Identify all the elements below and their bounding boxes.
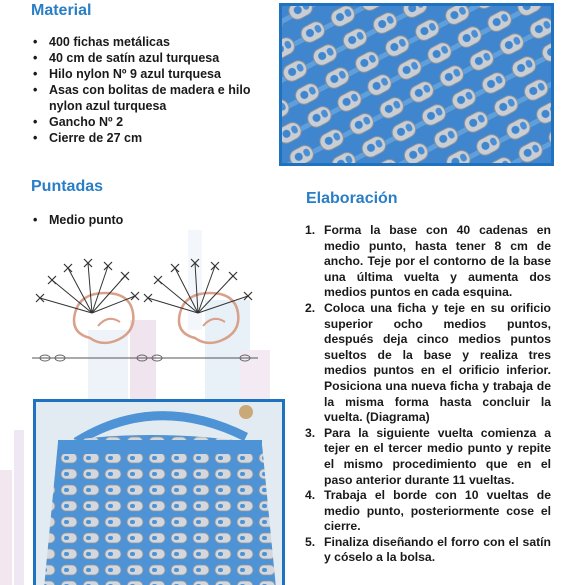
list-item: • 400 fichas metálicas [31, 34, 251, 50]
step-text: Trabaja el borde con 10 vueltas de medio punto, posteriormente cose el cierre. [324, 488, 551, 534]
step-number: 4. [305, 488, 316, 503]
step-number: 2. [305, 300, 316, 315]
bag-photo [33, 399, 285, 585]
puntadas-heading: Puntadas [31, 178, 104, 195]
step-text: Para la siguiente vuelta comienza a tejer en el tercer medio punto y repite el mismo procedimiento que en el paso anterior durante 11 vueltas. [324, 425, 551, 487]
material-heading: Material [31, 2, 92, 19]
step-text: Forma la base con 40 cadenas en medio punto, hasta tener 8 cm de ancho. Teje por el contorno de la base una última vuelta y aumenta dos medios puntos en cada esquina. [324, 223, 551, 300]
step-text: Finaliza diseñando el forro con el satín y cóselo a la bolsa. [324, 534, 551, 565]
tabs-pattern-image [282, 6, 551, 163]
list-item [305, 488, 551, 535]
list-item: • Cierre de 27 cm [31, 130, 251, 146]
material-list [31, 34, 251, 146]
list-item: • Medio punto [31, 212, 231, 228]
step-number: 3. [305, 425, 316, 440]
list-item: • 40 cm de satín azul turquesa [31, 50, 251, 66]
step-text: Coloca una ficha y teje en su orificio superior ocho medios puntos, después deja cinco medios puntos sueltos de la base y realiza tres medios puntos en el orificio inferior. Posiciona una nueva ficha y trabaja de la misma forma hasta concluir la vuelta. (Diagrama) [324, 300, 551, 425]
list-item: • Gancho Nº 2 [31, 114, 251, 130]
list-item [305, 301, 551, 426]
step-number: 1. [305, 223, 316, 237]
stitch-diagram [30, 258, 260, 368]
elaboracion-heading: Elaboración [306, 190, 398, 207]
elaboracion-steps [305, 223, 551, 566]
bag-image [36, 402, 282, 585]
list-item: • Hilo nylon Nº 9 azul turquesa [31, 66, 251, 82]
tabs-closeup-photo [279, 3, 554, 166]
puntadas-list [31, 212, 231, 228]
step-number: 5. [305, 534, 316, 549]
list-item [305, 535, 551, 566]
list-item [305, 223, 551, 301]
list-item [305, 426, 551, 488]
list-item: • Asas con bolitas de madera e hilo nylon azul turquesa [31, 82, 251, 114]
